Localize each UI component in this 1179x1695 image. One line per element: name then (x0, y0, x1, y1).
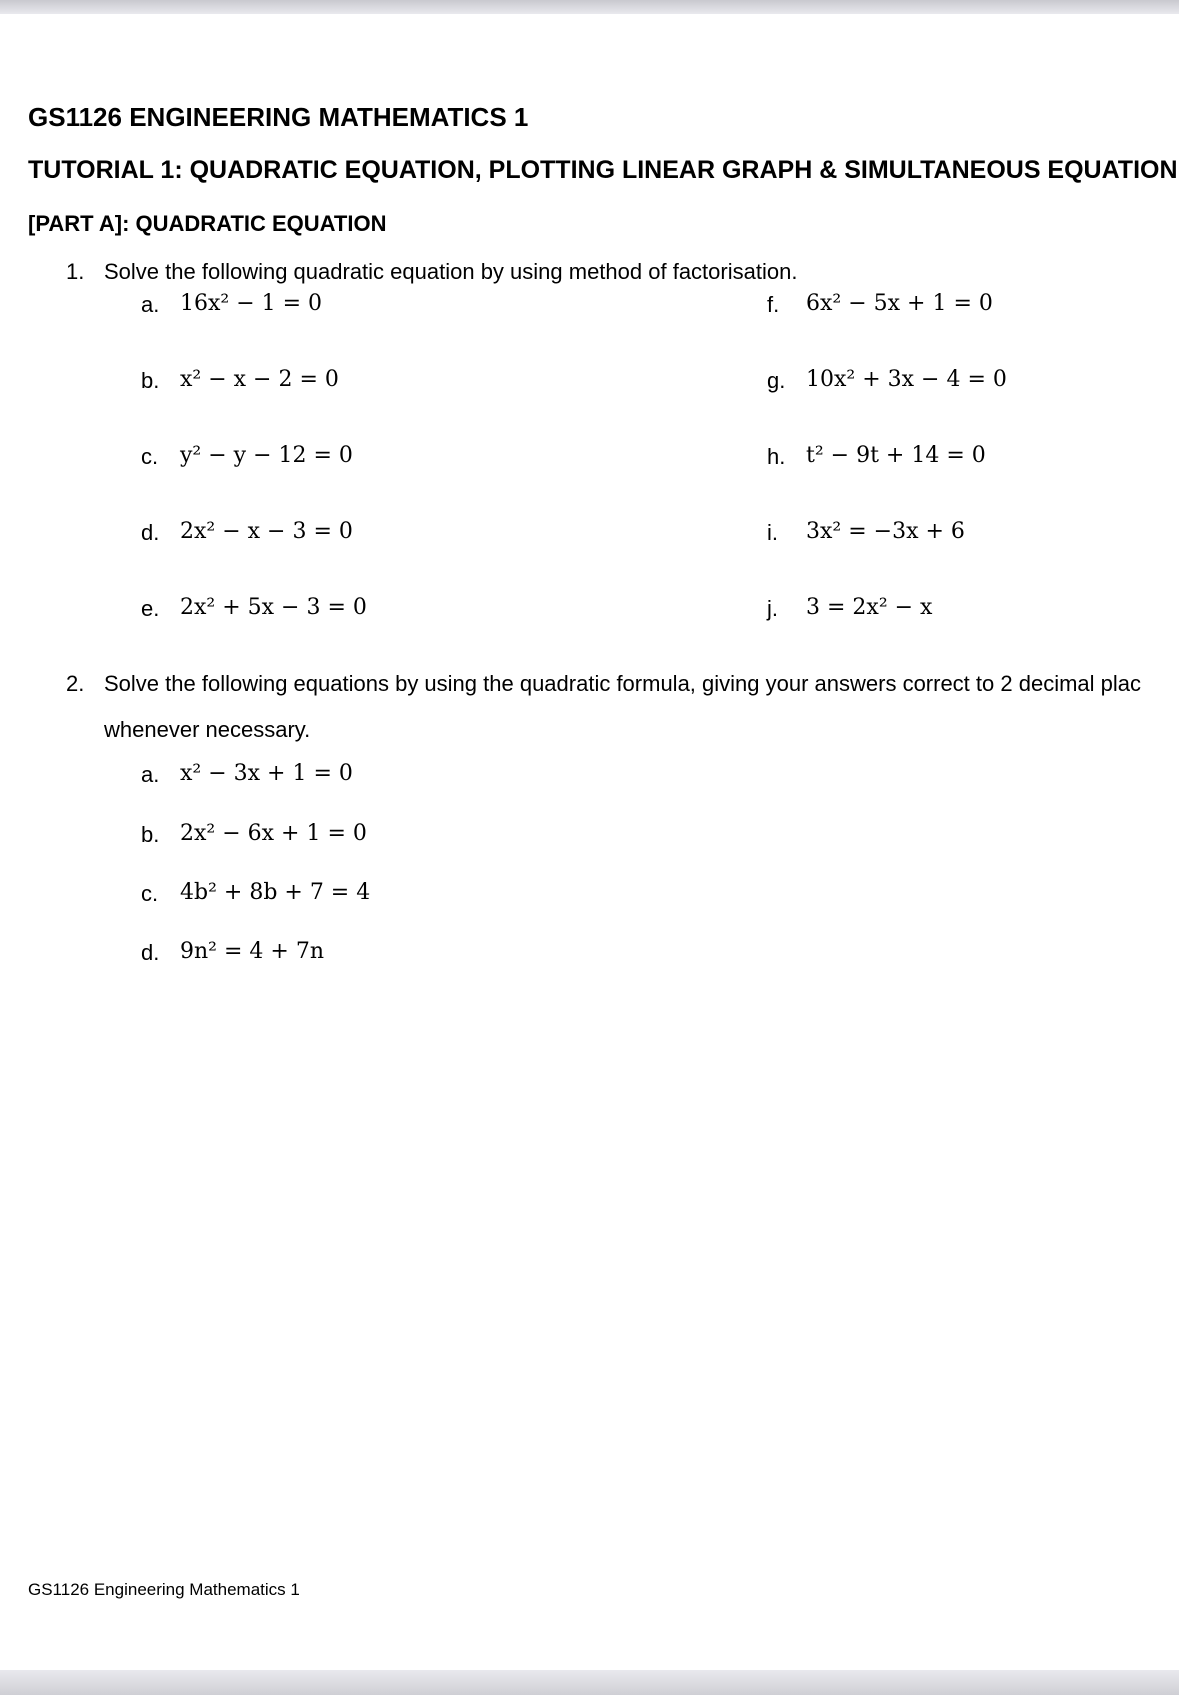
top-edge (0, 0, 1179, 14)
q2-item-a-label: a. (141, 762, 160, 787)
question-2-text-line2: whenever necessary. (104, 717, 311, 742)
tutorial-title: TUTORIAL 1: QUADRATIC EQUATION, PLOTTING LINEAR GRAPH & SIMULTANEOUS EQUATION (28, 156, 1178, 184)
question-1-text: Solve the following quadratic equation by using method of factorisation. (104, 259, 798, 284)
q1-item-c-label: c. (141, 444, 159, 469)
q1-item-e-label: e. (141, 596, 160, 621)
part-heading: [PART A]: QUADRATIC EQUATION (28, 211, 387, 236)
bottom-edge (0, 1670, 1179, 1695)
question-1-number: 1. (66, 259, 85, 284)
q1-item-b-label: b. (141, 368, 160, 393)
page-footer: GS1126 Engineering Mathematics 1 (28, 1580, 300, 1599)
q1-item-c-equation: y² − y − 12 = 0 (180, 443, 353, 468)
q1-item-d-label: d. (141, 520, 160, 545)
q1-item-f-label: f. (767, 292, 780, 317)
q1-item-i-equation: 3x² = −3x + 6 (806, 519, 965, 544)
q1-item-b-equation: x² − x − 2 = 0 (180, 367, 339, 392)
q2-item-b-equation: 2x² − 6x + 1 = 0 (180, 821, 367, 846)
q1-item-h-equation: t² − 9t + 14 = 0 (806, 443, 986, 468)
q1-item-h-label: h. (767, 444, 786, 469)
q1-item-j-label: j. (767, 596, 778, 621)
q1-item-e-equation: 2x² + 5x − 3 = 0 (180, 595, 367, 620)
q2-item-a-equation: x² − 3x + 1 = 0 (180, 761, 353, 786)
q1-item-j-equation: 3 = 2x² − x (806, 595, 933, 620)
q1-item-g-equation: 10x² + 3x − 4 = 0 (806, 367, 1007, 392)
q1-item-d-equation: 2x² − x − 3 = 0 (180, 519, 353, 544)
q2-item-c-label: c. (141, 881, 159, 906)
question-2-number: 2. (66, 671, 85, 696)
q2-item-d-equation: 9n² = 4 + 7n (180, 939, 324, 964)
q1-item-g-label: g. (767, 368, 786, 393)
q1-item-a-equation: 16x² − 1 = 0 (180, 291, 323, 316)
q2-item-d-label: d. (141, 940, 160, 965)
document-page (0, 14, 1179, 1670)
course-title: GS1126 ENGINEERING MATHEMATICS 1 (28, 102, 529, 132)
q1-item-f-equation: 6x² − 5x + 1 = 0 (806, 291, 993, 316)
q2-item-b-label: b. (141, 822, 160, 847)
q2-item-c-equation: 4b² + 8b + 7 = 4 (180, 880, 371, 905)
question-2-text-line1: Solve the following equations by using the quadratic formula, giving your answers correct to 2 decimal plac (104, 671, 1141, 696)
q1-item-a-label: a. (141, 292, 160, 317)
q1-item-i-label: i. (767, 520, 778, 545)
